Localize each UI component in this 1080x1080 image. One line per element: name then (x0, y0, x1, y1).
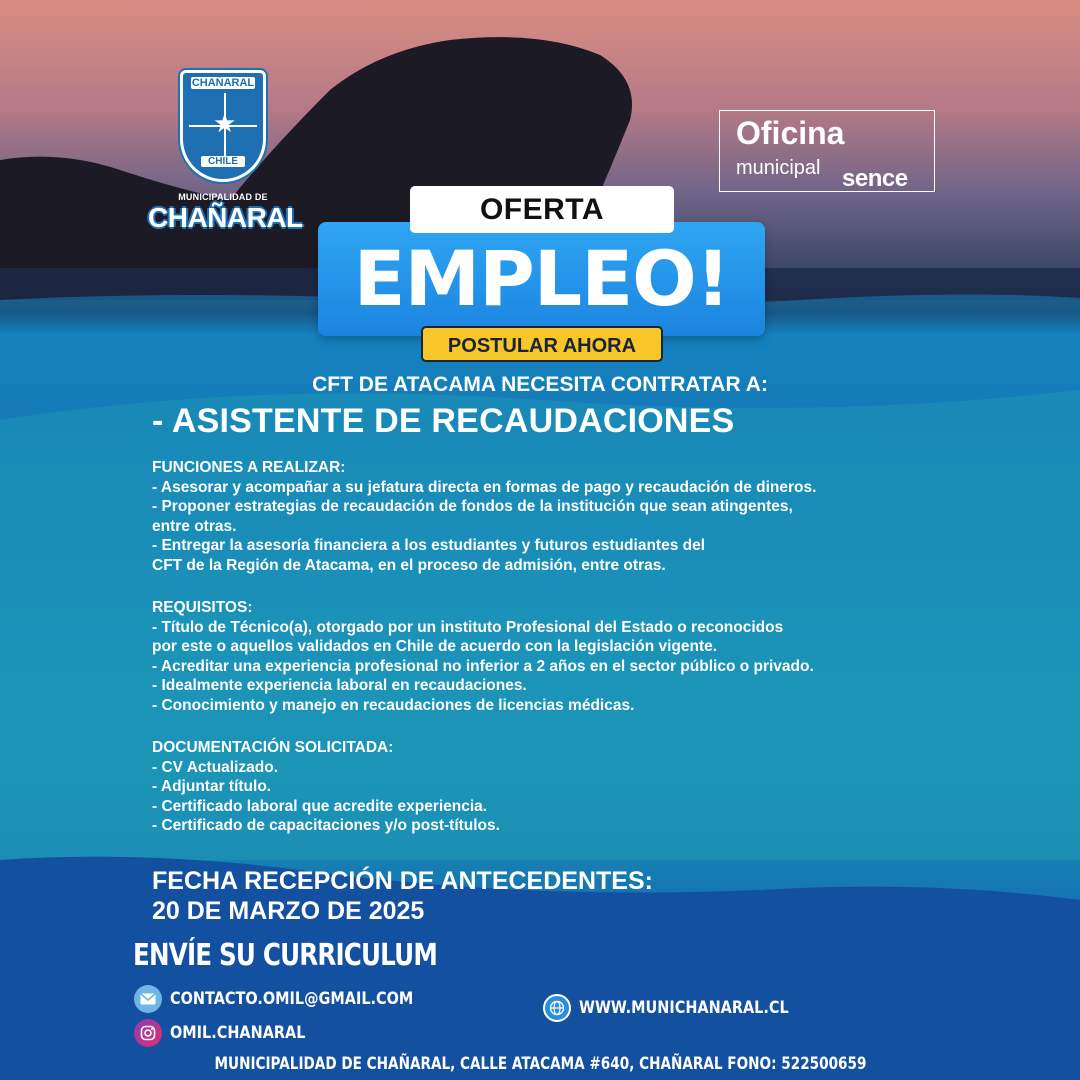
list-item: - Asesorar y acompañar a su jefatura directa en formas de pago y recaudación de dineros. (152, 478, 817, 496)
list-item: - Adjuntar título. (152, 778, 272, 796)
email-text[interactable]: CONTACTO.OMIL@GMAIL.COM (170, 989, 414, 1009)
municipalidad-logo (148, 70, 303, 240)
logo-big-text: CHAÑARAL (148, 202, 303, 233)
list-item: entre otras. (152, 517, 237, 535)
logo-small-text: MUNICIPALIDAD DE (178, 192, 268, 202)
list-item: - Acreditar una experiencia profesional no inferior a 2 años en el sector público o privado. (152, 657, 814, 675)
deadline-date: 20 DE MARZO DE 2025 (152, 897, 425, 925)
list-item: - Certificado laboral que acredite experiencia. (152, 797, 488, 815)
mail-icon (134, 985, 162, 1013)
requisitos-section (152, 598, 814, 716)
list-item: - Proponer estrategias de recaudación de fondos de la institución que sean atingentes, (152, 498, 793, 516)
hiring-subtitle: CFT DE ATACAMA NECESITA CONTRATAR A: (312, 373, 768, 396)
logo-oficina-text: Oficina (736, 115, 845, 151)
crest-bottom-text: CHILE (201, 156, 245, 167)
crest-top-text: CHAÑARAL (191, 77, 255, 89)
oficina-municipal-logo (719, 110, 935, 192)
job-title: - ASISTENTE DE RECAUDACIONES (152, 402, 735, 440)
globe-icon (543, 994, 571, 1022)
section-title: DOCUMENTACIÓN SOLICITADA: (152, 739, 394, 756)
list-item: - Título de Técnico(a), otorgado por un instituto Profesional del Estado o reconocidos (152, 618, 784, 636)
star-icon: ★ (213, 109, 237, 139)
logo-municipal-text: municipal (736, 157, 821, 179)
list-item: - Certificado de capacitaciones y/o post-títulos. (152, 817, 500, 835)
deadline-block (152, 866, 653, 926)
list-item: - Conocimiento y manejo en recaudaciones de licencias médicas. (152, 696, 635, 714)
email-contact[interactable] (134, 985, 456, 1013)
deadline-label: FECHA RECEPCIÓN DE ANTECEDENTES: (152, 867, 653, 895)
oferta-badge: OFERTA (410, 186, 674, 233)
website-url[interactable]: WWW.MUNICHANARAL.CL (579, 998, 789, 1018)
sence-logo: sence (842, 165, 908, 192)
section-title: FUNCIONES A REALIZAR: (152, 459, 346, 476)
section-title: REQUISITOS: (152, 599, 253, 616)
send-cv-heading: ENVÍE SU CURRICULUM (133, 938, 437, 973)
instagram-handle[interactable]: OMIL.CHANARAL (170, 1023, 306, 1043)
list-item: CFT de la Región de Atacama, en el proceso de admisión, entre otras. (152, 556, 666, 574)
list-item: - Entregar la asesoría financiera a los estudiantes y futuros estudiantes del (152, 537, 706, 555)
instagram-contact[interactable] (134, 1019, 329, 1047)
footer-address (0, 1054, 1080, 1074)
list-item: - Idealmente experiencia laboral en recaudaciones. (152, 677, 527, 695)
documentacion-section (152, 738, 500, 836)
funciones-section (152, 458, 816, 576)
footer-text: MUNICIPALIDAD DE CHAÑARAL, CALLE ATACAMA #640, CHAÑARAL FONO: 522500659 (214, 1054, 866, 1074)
postular-ahora-badge: POSTULAR AHORA (421, 326, 663, 362)
website-contact[interactable] (543, 994, 826, 1022)
list-item: - CV Actualizado. (152, 758, 279, 776)
crest-emblem (180, 70, 266, 182)
list-item: por este o aquellos validados en Chile de acuerdo con la legislación vigente. (152, 638, 718, 656)
empleo-banner: EMPLEO! (318, 222, 765, 336)
instagram-icon (134, 1019, 162, 1047)
